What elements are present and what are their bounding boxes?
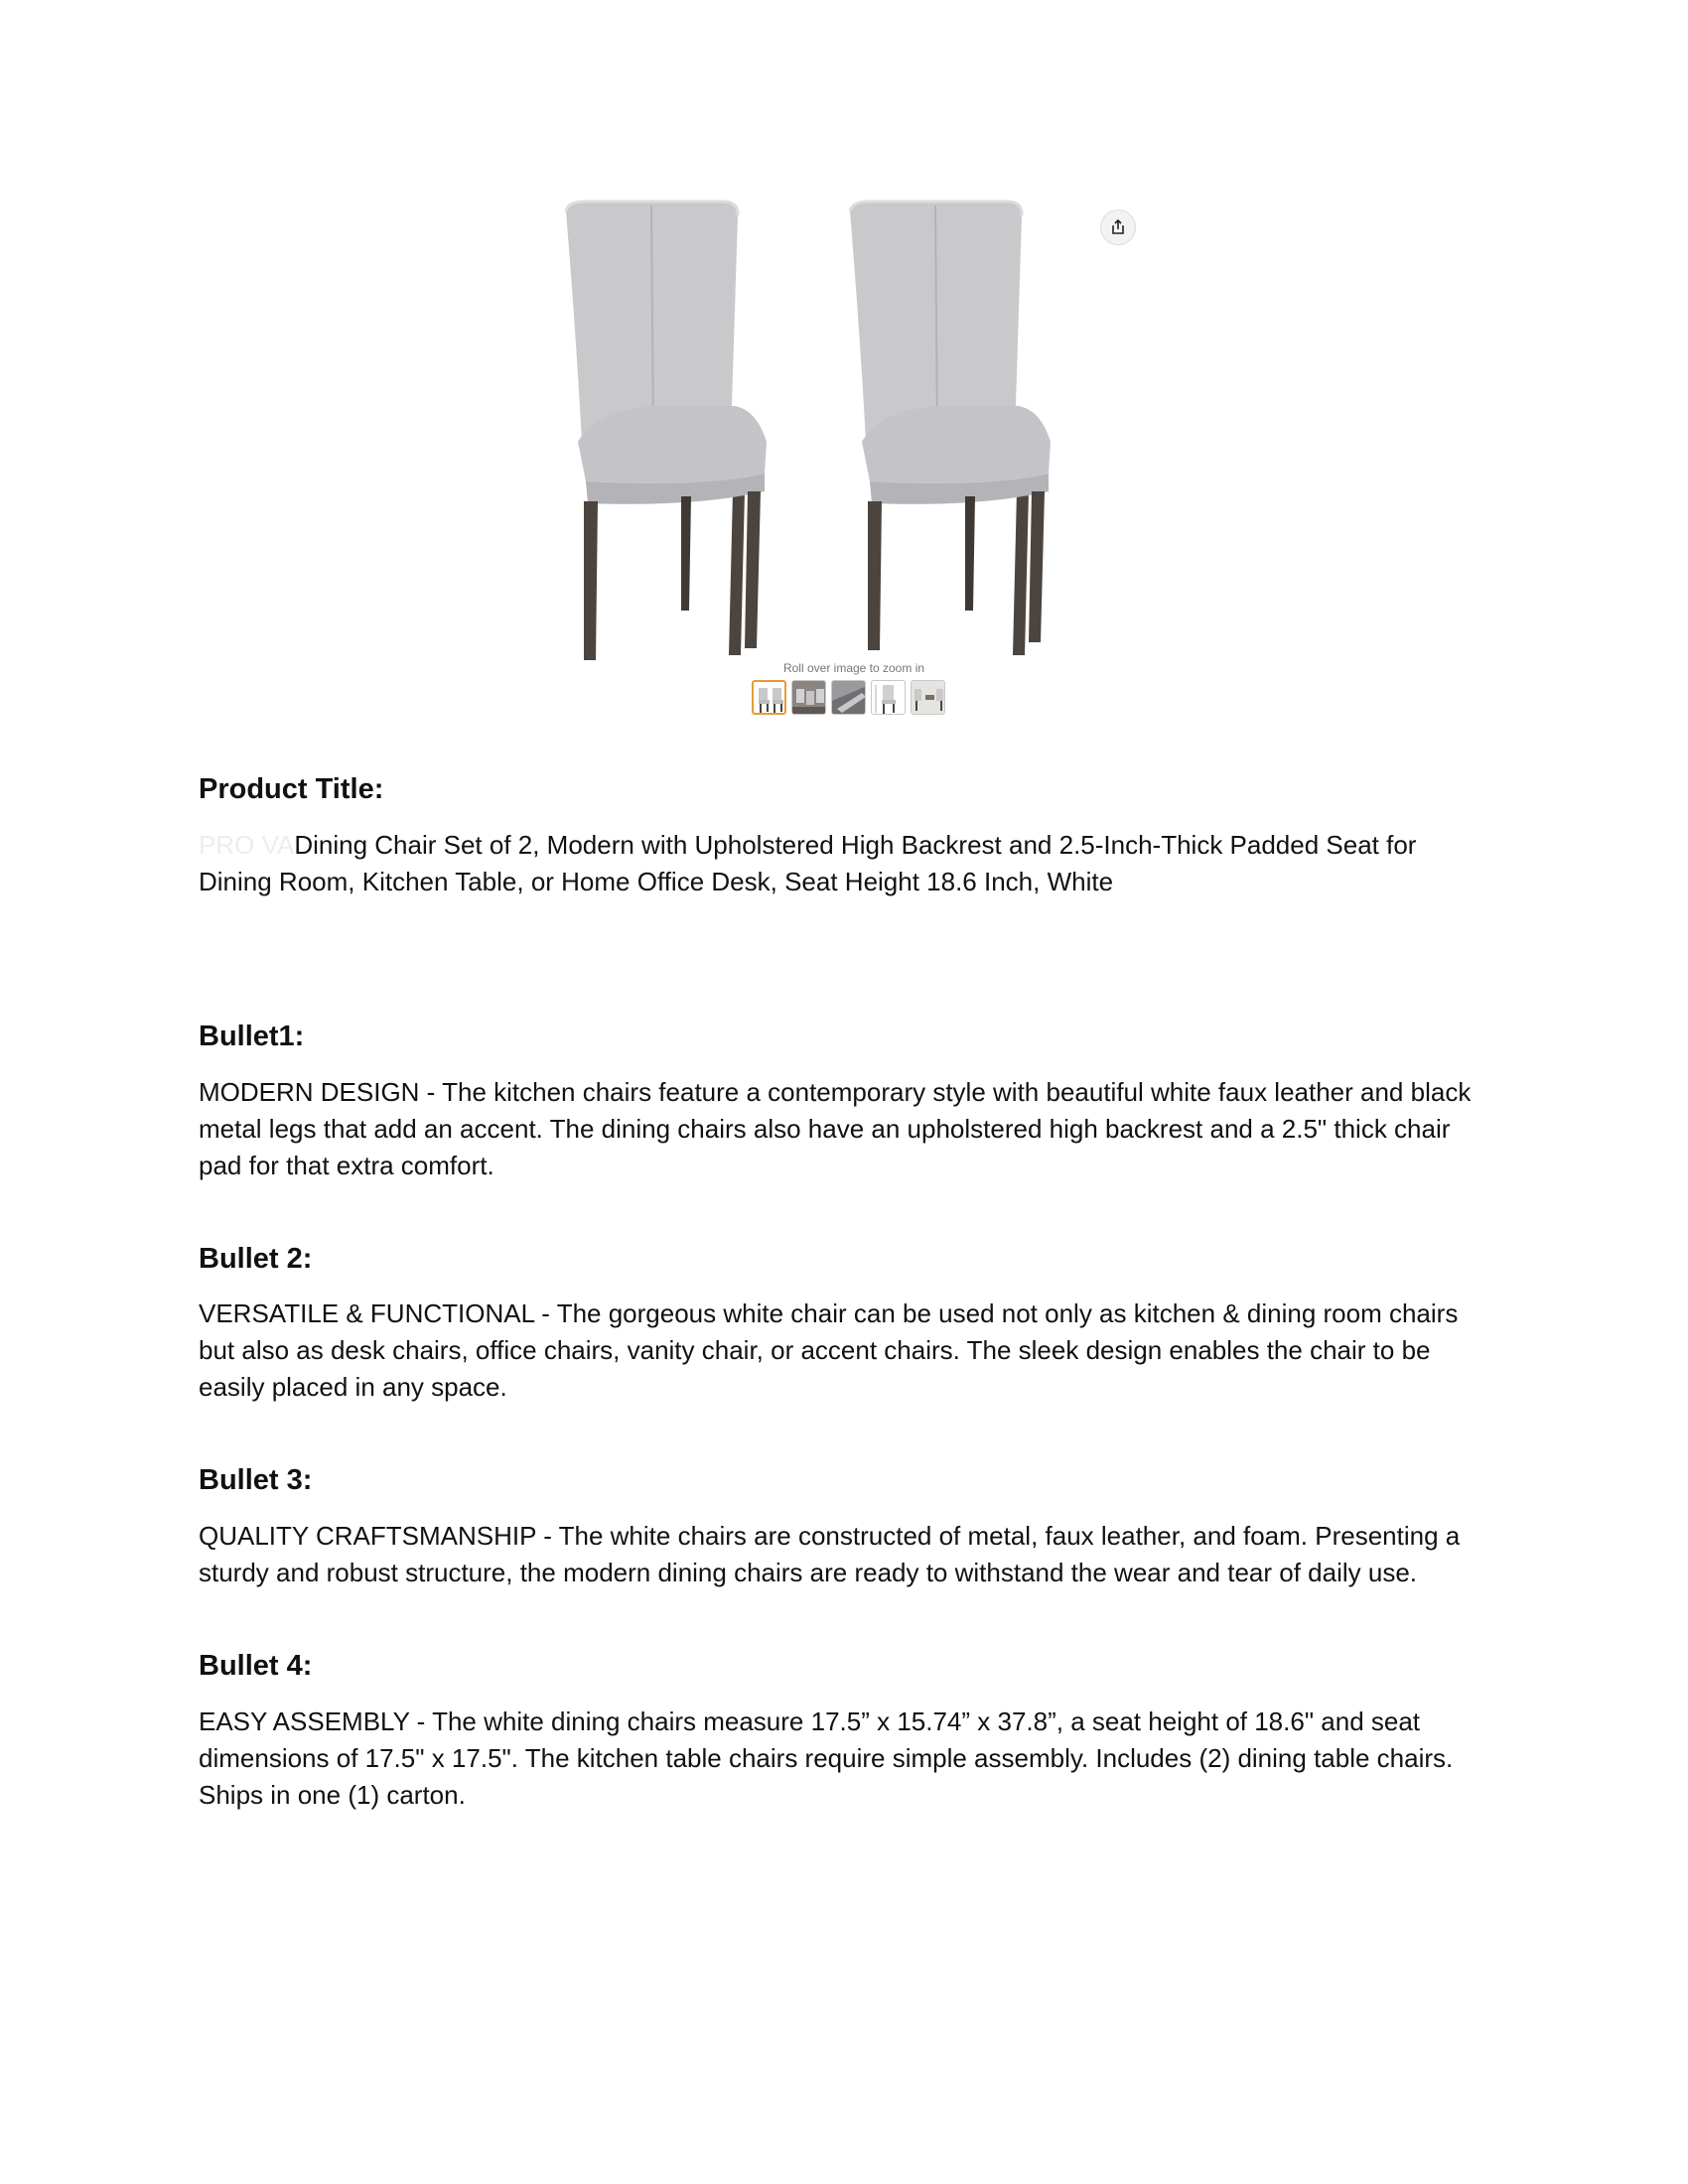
bullet-label: Bullet 4: [199, 1650, 313, 1683]
bullet-section-1 [199, 1020, 1489, 1184]
chair-left [566, 202, 767, 660]
brand-name-faded: PRO VA [199, 829, 295, 860]
bullet-label: Bullet1: [199, 1020, 305, 1052]
product-title-text [199, 827, 1489, 900]
bullet-section-2 [199, 1242, 1489, 1407]
thumbnail-4[interactable] [871, 680, 906, 715]
chair-set-image[interactable] [556, 194, 1152, 660]
bullet-text: VERSATILE & FUNCTIONAL - The gorgeous white chair can be used not only as kitchen & dining room chairs but also as desk chairs, office chairs, vanity chair, or accent chairs. The sleek design enables the chair to be easily placed in any space. [199, 1298, 1459, 1403]
product-title-body: Dining Chair Set of 2, Modern with Upholstered High Backrest and 2.5-Inch-Thick Padded Seat for Dining Room, Kitchen Table, or Home Office Desk, Seat Height 18.6 Inch, White [199, 829, 1417, 896]
product-title-section [199, 772, 1489, 900]
bullet-text: EASY ASSEMBLY - The white dining chairs measure 17.5” x 15.74” x 37.8”, a seat height of 18.6" and seat dimensions of 17.5" x 17.5". The kitchen table chairs require simple assembly. Includes (2) dining table chairs. Ships in one (1) carton. [199, 1706, 1454, 1810]
bullet-label: Bullet 2: [199, 1242, 313, 1275]
bullet-text: MODERN DESIGN - The kitchen chairs feature a contemporary style with beautiful white faux leather and black metal legs that add an accent. The dining chairs also have an upholstered high backrest and a 2.5" thick chair pad for that extra comfort. [199, 1076, 1472, 1180]
zoom-hint: Roll over image to zoom in [782, 661, 925, 675]
share-icon [1110, 219, 1126, 235]
share-button[interactable] [1100, 209, 1136, 245]
thumbnail-5[interactable] [911, 680, 945, 715]
thumbnail-strip [752, 680, 945, 715]
bullet-section-3 [199, 1463, 1489, 1591]
product-listing-text [199, 772, 1489, 1814]
product-image-viewer[interactable] [556, 194, 1152, 730]
chair-right [850, 202, 1051, 655]
bullet-label: Bullet 3: [199, 1464, 313, 1497]
product-title-label: Product Title: [199, 773, 384, 805]
thumbnail-3[interactable] [831, 680, 866, 715]
thumbnail-1[interactable] [752, 680, 786, 715]
thumbnail-2[interactable] [791, 680, 826, 715]
bullet-section-4 [199, 1649, 1489, 1814]
bullet-text: QUALITY CRAFTSMANSHIP - The white chairs are constructed of metal, faux leather, and foam. Presenting a sturdy and robust structure, the modern dining chairs are ready to withstand the wear and tear of daily use. [199, 1521, 1461, 1588]
